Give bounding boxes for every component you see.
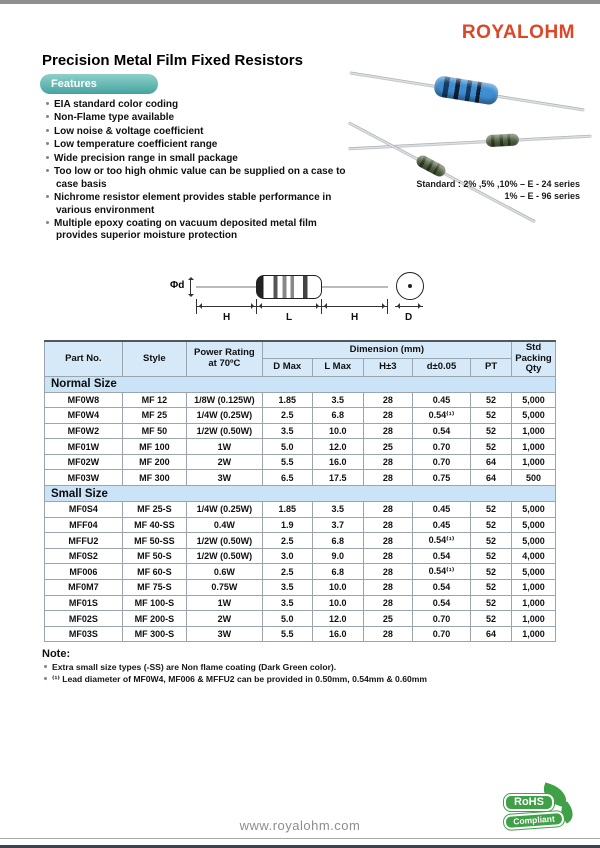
cell: 52 — [471, 595, 512, 611]
standard-line-1: Standard : 2% ,5% ,10% – E - 24 series — [416, 179, 580, 189]
cell: 16.0 — [312, 626, 363, 642]
cell: 3.5 — [262, 595, 312, 611]
bullet-icon — [46, 156, 49, 159]
feature-item: Too low or too high ohmic value can be supplied on a case to case basis — [42, 166, 352, 191]
cell: 2.5 — [262, 533, 312, 549]
end-view-circle — [396, 272, 424, 300]
cell: 52 — [471, 392, 512, 408]
cell: 28 — [363, 470, 412, 486]
cell: 0.6W — [187, 564, 263, 580]
lead-diameter-label: Φd — [170, 280, 185, 291]
cell: 1.85 — [262, 502, 312, 518]
cell: 16.0 — [312, 454, 363, 470]
cell: 28 — [363, 454, 412, 470]
bullet-icon — [44, 665, 47, 668]
bullet-icon — [44, 677, 47, 680]
bullet-icon — [46, 142, 49, 145]
cell: 5.0 — [262, 439, 312, 455]
note-item: Extra small size types (-SS) are Non flame coating (Dark Green color). — [42, 662, 562, 674]
cell: 500 — [512, 470, 556, 486]
bullet-icon — [46, 221, 49, 224]
cell: MF 25 — [122, 408, 186, 424]
cell: 1,000 — [512, 454, 556, 470]
cell: 0.70 — [412, 611, 470, 627]
feature-item: Multiple epoxy coating on vacuum deposited metal film provides superior moisture protection — [42, 218, 352, 243]
cell: 52 — [471, 439, 512, 455]
cell: 3.5 — [312, 392, 363, 408]
table-row — [45, 454, 556, 470]
cell: MF 300-S — [122, 626, 186, 642]
cell: 1W — [187, 595, 263, 611]
cell: 10.0 — [312, 580, 363, 596]
diameter-label: D — [405, 312, 413, 323]
cell: 10.0 — [312, 423, 363, 439]
cell: 28 — [363, 626, 412, 642]
dim-line-h-right — [322, 306, 387, 307]
cell: 28 — [363, 502, 412, 518]
cell: 12.0 — [312, 439, 363, 455]
cell: 3.5 — [262, 580, 312, 596]
cell: 5.0 — [262, 611, 312, 627]
cell: MF0W4 — [45, 408, 123, 424]
cell: 52 — [471, 517, 512, 533]
cell: MF03W — [45, 470, 123, 486]
dimension-diagram — [168, 258, 448, 330]
table-row — [45, 548, 556, 564]
green-resistor-body — [486, 133, 520, 147]
cell: MF0W2 — [45, 423, 123, 439]
cell: 1,000 — [512, 626, 556, 642]
length-label: L — [286, 312, 293, 323]
cell: 1W — [187, 439, 263, 455]
cell: 0.70 — [412, 626, 470, 642]
cell: 1/4W (0.25W) — [187, 502, 263, 518]
cell: 1/4W (0.25W) — [187, 408, 263, 424]
cell: 1/2W (0.50W) — [187, 423, 263, 439]
cell: 5.5 — [262, 454, 312, 470]
cell: 0.54 — [412, 423, 470, 439]
cell: 52 — [471, 423, 512, 439]
cell: 28 — [363, 548, 412, 564]
cell: MF006 — [45, 564, 123, 580]
cell: 1,000 — [512, 580, 556, 596]
cell: 0.54⁽¹⁾ — [412, 564, 470, 580]
cell: MF02W — [45, 454, 123, 470]
features-list — [42, 99, 352, 244]
cell: 17.5 — [312, 470, 363, 486]
cell: 52 — [471, 533, 512, 549]
page-title: Precision Metal Film Fixed Resistors — [42, 52, 303, 69]
cell: 1,000 — [512, 423, 556, 439]
section-label: Small Size — [45, 486, 556, 502]
diagram-resistor-body — [256, 275, 322, 299]
cell: MFF04 — [45, 517, 123, 533]
cell: 0.54 — [412, 548, 470, 564]
cell: 52 — [471, 502, 512, 518]
cell: 1,000 — [512, 595, 556, 611]
cell: 6.8 — [312, 533, 363, 549]
note-heading: Note: — [42, 648, 71, 660]
cell: 0.70 — [412, 439, 470, 455]
cell: 2.5 — [262, 408, 312, 424]
blue-resistor-body — [433, 75, 499, 106]
cell: 0.54 — [412, 595, 470, 611]
table-row — [45, 595, 556, 611]
cell: 25 — [363, 611, 412, 627]
col-header-dim: H±3 — [363, 359, 412, 376]
table-row — [45, 533, 556, 549]
cell: MF0W8 — [45, 392, 123, 408]
cell: 6.5 — [262, 470, 312, 486]
section-row — [45, 376, 556, 392]
cell: 4,000 — [512, 548, 556, 564]
cell: 3.5 — [312, 502, 363, 518]
cell: 28 — [363, 423, 412, 439]
cell: 5,000 — [512, 517, 556, 533]
cell: 10.0 — [312, 595, 363, 611]
feature-item: Nichrome resistor element provides stable performance in various environment — [42, 192, 352, 217]
cell: 1.85 — [262, 392, 312, 408]
features-heading-pill: Features — [40, 74, 158, 94]
cell: MF0M7 — [45, 580, 123, 596]
cell: 1,000 — [512, 611, 556, 627]
rohs-compliant-text: Compliant — [504, 811, 565, 830]
cell: 12.0 — [312, 611, 363, 627]
website-url: www.royalohm.com — [239, 818, 361, 833]
cell: MF 40-SS — [122, 517, 186, 533]
cell: 52 — [471, 548, 512, 564]
cell: 0.75 — [412, 470, 470, 486]
h-left-label: H — [223, 312, 231, 323]
col-header-style: Style — [122, 341, 186, 376]
col-header-qty: Std Packing Qty — [512, 341, 556, 376]
cell: 6.8 — [312, 564, 363, 580]
cell: 64 — [471, 626, 512, 642]
cell: MF01W — [45, 439, 123, 455]
cell: 28 — [363, 580, 412, 596]
spec-table — [44, 340, 556, 642]
table-row — [45, 517, 556, 533]
col-header-power: Power Rating at 70ºC — [187, 341, 263, 376]
blue-resistor — [346, 52, 588, 133]
cell: 6.8 — [312, 408, 363, 424]
feature-item: Low temperature coefficient range — [42, 139, 352, 151]
cell: 5,000 — [512, 564, 556, 580]
note-list — [42, 662, 562, 685]
cell: 2.5 — [262, 564, 312, 580]
cell: 0.54 — [412, 580, 470, 596]
table-row — [45, 611, 556, 627]
note-item: ⁽¹⁾ Lead diameter of MF0W4, MF006 & MFFU2 can be provided in 0.50mm, 0.54mm & 0.60mm — [42, 674, 562, 686]
table-row — [45, 564, 556, 580]
cell: 1,000 — [512, 439, 556, 455]
cell: MFFU2 — [45, 533, 123, 549]
col-header-dim: PT — [471, 359, 512, 376]
cell: 0.45 — [412, 517, 470, 533]
cell: MF 50 — [122, 423, 186, 439]
col-header-dimension-group: Dimension (mm) — [262, 341, 511, 359]
dim-line-d — [395, 306, 423, 307]
spec-table-header — [45, 341, 556, 376]
section-label: Normal Size — [45, 376, 556, 392]
cell: 0.45 — [412, 502, 470, 518]
col-header-dim: d±0.05 — [412, 359, 470, 376]
page-top-edge — [0, 0, 600, 4]
cell: 3.5 — [262, 423, 312, 439]
cell: 1/8W (0.125W) — [187, 392, 263, 408]
feature-item: EIA standard color coding — [42, 99, 352, 111]
cell: 28 — [363, 564, 412, 580]
cell: 52 — [471, 580, 512, 596]
bullet-icon — [46, 129, 49, 132]
cell: 5,000 — [512, 502, 556, 518]
table-row — [45, 439, 556, 455]
cell: MF03S — [45, 626, 123, 642]
cell: MF01S — [45, 595, 123, 611]
spec-table-body — [45, 376, 556, 642]
cell: 28 — [363, 517, 412, 533]
cell: 2W — [187, 454, 263, 470]
cell: MF 75-S — [122, 580, 186, 596]
cell: MF 25-S — [122, 502, 186, 518]
cell: MF0S2 — [45, 548, 123, 564]
cell: MF 60-S — [122, 564, 186, 580]
cell: 28 — [363, 408, 412, 424]
col-header-dim: D Max — [262, 359, 312, 376]
bullet-icon — [46, 169, 49, 172]
rohs-compliant-logo — [504, 788, 570, 840]
cell: 1/2W (0.50W) — [187, 533, 263, 549]
table-row — [45, 502, 556, 518]
cell: MF 200 — [122, 454, 186, 470]
col-header-part-no: Part No. — [45, 341, 123, 376]
bullet-icon — [46, 115, 49, 118]
dim-line-h-left — [197, 306, 256, 307]
lead-diameter-arrow-icon — [190, 279, 191, 295]
cell: MF 100-S — [122, 595, 186, 611]
standard-line-2: 1% – E - 96 series — [504, 190, 580, 201]
section-row — [45, 486, 556, 502]
cell: MF 50-S — [122, 548, 186, 564]
cell: 25 — [363, 439, 412, 455]
cell: 5,000 — [512, 408, 556, 424]
bullet-icon — [46, 102, 49, 105]
cell: 3.7 — [312, 517, 363, 533]
cell: 3.0 — [262, 548, 312, 564]
cell: 0.4W — [187, 517, 263, 533]
cell: 2W — [187, 611, 263, 627]
cell: 0.45 — [412, 392, 470, 408]
cell: MF 200-S — [122, 611, 186, 627]
cell: 0.54⁽¹⁾ — [412, 533, 470, 549]
feature-item: Wide precision range in small package — [42, 153, 352, 165]
cell: 5.5 — [262, 626, 312, 642]
cell: 0.75W — [187, 580, 263, 596]
cell: MF 12 — [122, 392, 186, 408]
cell: 9.0 — [312, 548, 363, 564]
cell: MF02S — [45, 611, 123, 627]
green-resistor-body — [415, 153, 448, 178]
dim-line-l — [257, 306, 321, 307]
feature-item: Low noise & voltage coefficient — [42, 126, 352, 138]
cell: 28 — [363, 595, 412, 611]
cell: MF0S4 — [45, 502, 123, 518]
cell: 52 — [471, 564, 512, 580]
cell: 1.9 — [262, 517, 312, 533]
cell: 52 — [471, 408, 512, 424]
cell: 5,000 — [512, 533, 556, 549]
cell: 0.54⁽¹⁾ — [412, 408, 470, 424]
brand-logo: ROYALOHM — [461, 22, 575, 43]
cell: 64 — [471, 470, 512, 486]
cell: 0.70 — [412, 454, 470, 470]
table-row — [45, 470, 556, 486]
col-header-dim: L Max — [312, 359, 363, 376]
table-row — [45, 392, 556, 408]
cell: 3W — [187, 470, 263, 486]
table-row — [45, 580, 556, 596]
footer-divider — [0, 838, 600, 839]
note-block — [42, 648, 562, 685]
cell: 52 — [471, 611, 512, 627]
cell: 3W — [187, 626, 263, 642]
rohs-badge-text: RoHS — [504, 794, 554, 811]
cell: MF 50-SS — [122, 533, 186, 549]
table-row — [45, 626, 556, 642]
table-row — [45, 408, 556, 424]
cell: 64 — [471, 454, 512, 470]
table-row — [45, 423, 556, 439]
h-right-label: H — [351, 312, 359, 323]
cell: MF 100 — [122, 439, 186, 455]
cell: 28 — [363, 392, 412, 408]
feature-item: Non-Flame type available — [42, 112, 352, 124]
cell: 28 — [363, 533, 412, 549]
cell: MF 300 — [122, 470, 186, 486]
bullet-icon — [46, 195, 49, 198]
cell: 5,000 — [512, 392, 556, 408]
tolerance-standard-note — [380, 179, 580, 202]
cell: 1/2W (0.50W) — [187, 548, 263, 564]
